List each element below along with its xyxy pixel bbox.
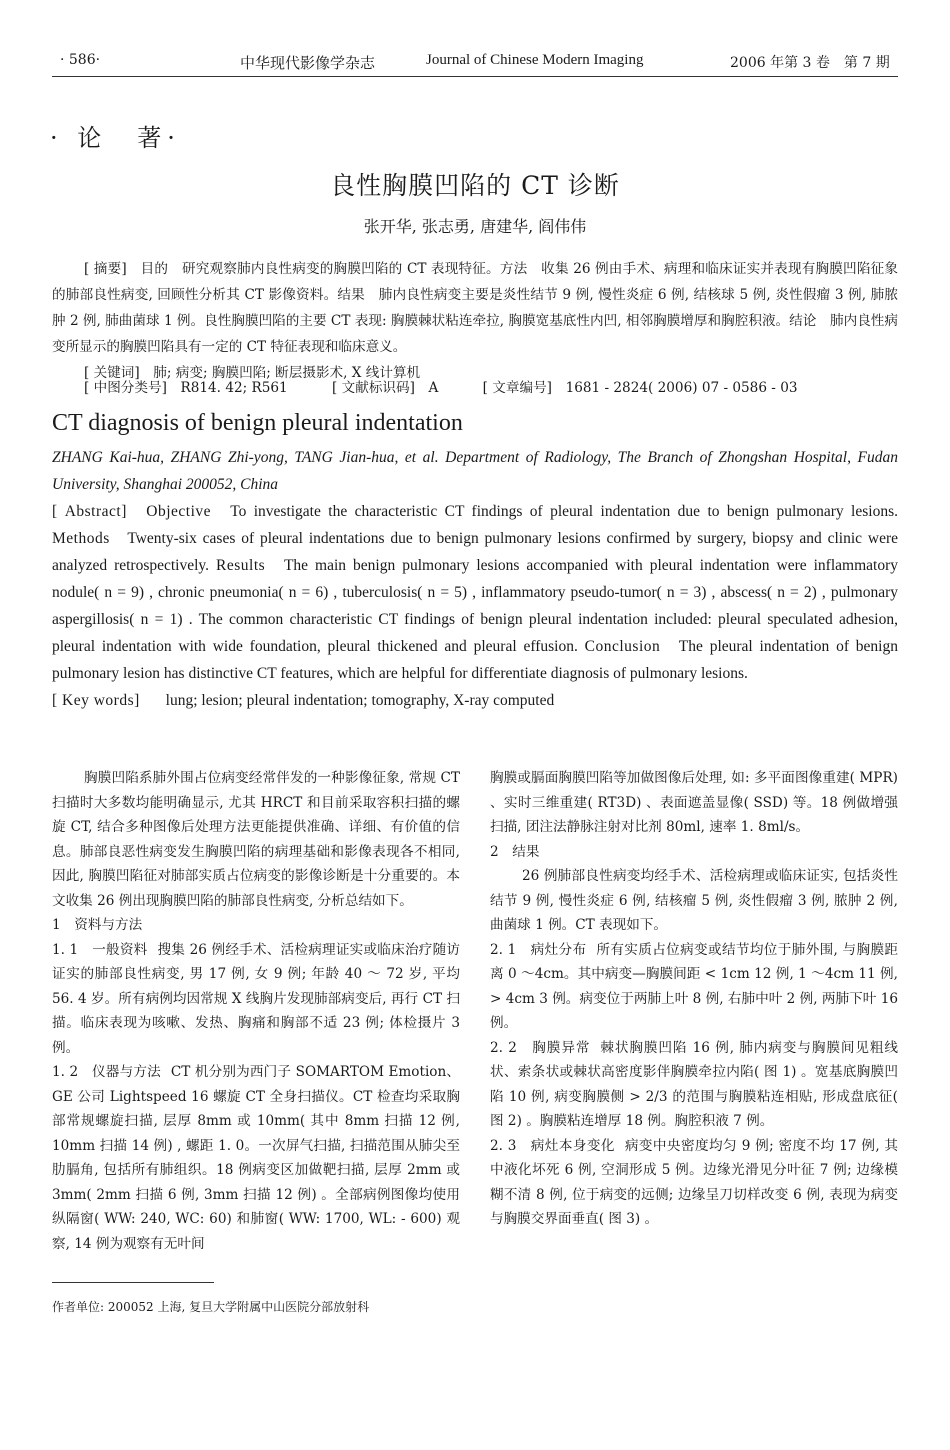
subsection-2-1-text: 所有实质占位病变或结节均位于肺外围, 与胸膜距离 0 ～4cm。其中病变—胸膜间距 < 1cm 12 例, 1 ～4cm 11 例, > 4cm 3 例。病变位于两肺上叶 8 例, 右肺中叶 2 例, 两肺下叶 16 例。 bbox=[490, 941, 898, 1031]
subsection-1-2-heading: 1. 2 仪器与方法 bbox=[52, 1064, 161, 1080]
section-tag: · 论 著· bbox=[50, 124, 181, 152]
authors-cn: 张开华, 张志勇, 唐建华, 阎伟伟 bbox=[363, 217, 587, 236]
journal-name-cn: 中华现代影像学杂志 bbox=[240, 54, 376, 72]
article-title-cn: 良性胸膜凹陷的 CT 诊断 bbox=[330, 171, 620, 200]
section-heading-1: 1 资料与方法 bbox=[52, 917, 143, 933]
footnote-rule bbox=[52, 1282, 214, 1283]
author-affiliation-footnote: 作者单位: 200052 上海, 复旦大学附属中山医院分部放射科 bbox=[52, 1300, 370, 1314]
methods-label: Methods bbox=[52, 530, 110, 547]
methods-text: Twenty-six cases of pleural indentations due to benign pulmonary lesions confirmed by surgery, biopsy and clinic were analyzed retrospectively. bbox=[52, 530, 898, 574]
journal-issue: 2006 年第 3 卷 第 7 期 bbox=[730, 55, 890, 71]
objective-label: Objective bbox=[146, 503, 212, 520]
subsection-1-1 bbox=[52, 938, 460, 1061]
abstract-cn bbox=[52, 256, 898, 386]
conclusion-label: Conclusion bbox=[584, 638, 661, 655]
subsection-2-3-text: 病变中央密度均匀 9 例; 密度不均 17 例, 其中液化坏死 6 例, 空洞形成 5 例。边缘光滑见分叶征 7 例; 边缘模糊不清 8 例, 位于病变的远侧; 边缘呈刀切样改变 6 例, 表现为病变与胸膜交界面垂直( 图 3) 。 bbox=[490, 1137, 898, 1227]
keywords-cn: [ 关键词] 肺; 病变; 胸膜凹陷; 断层摄影术, X 线计算机 bbox=[84, 365, 421, 381]
results-label: Results bbox=[216, 557, 266, 574]
intro-paragraph: 胸膜凹陷系肺外围占位病变经常伴发的一种影像征象, 常规 CT 扫描时大多数均能明确显示, 尤其 HRCT 和目前采取容积扫描的螺旋 CT, 结合多种图像后处理方法更能提供准确、详细、有价值的信息。肺部良恶性病变发生胸膜凹陷的病理基础和影像表现各不相同, 因此, 胸膜凹陷征对肺部实质占位病变的影像诊断是十分重要的。本文收集 26 例出现胸膜凹陷的肺部良性病变, 分析总结如下。 bbox=[52, 770, 460, 909]
results-intro: 26 例肺部良性病变均经手术、活检病理或临床证实, 包括炎性结节 9 例, 慢性炎症 6 例, 结核瘤 5 例, 炎性假瘤 3 例, 脓肿 2 例, 曲菌球 1 例。CT 表现如下。 bbox=[490, 868, 898, 933]
subsection-2-3-heading: 2. 3 病灶本身变化 bbox=[490, 1137, 615, 1154]
continued-paragraph: 胸膜或膈面胸膜凹陷等加做图像后处理, 如: 多平面图像重建( MPR) 、实时三维重建( RT3D) 、表面遮盖显像( SSD) 等。18 例做增强扫描, 团注法静脉注射对比剂 80ml, 速率 1. 8ml/s。 bbox=[490, 770, 898, 835]
keywords-en: lung; lesion; pleural indentation; tomography, X-ray computed bbox=[165, 692, 555, 709]
subsection-1-1-heading: 1. 1 一般资料 bbox=[52, 941, 148, 958]
journal-name-en: Journal of Chinese Modern Imaging bbox=[426, 52, 644, 68]
keywords-en-label: [ Key words] bbox=[52, 692, 140, 709]
section-heading-2: 2 结果 bbox=[490, 843, 540, 860]
subsection-1-1-text: 搜集 26 例经手术、活检病理证实或临床治疗随访证实的肺部良性病变, 男 17 例, 女 9 例; 年龄 40 ～ 72 岁, 平均 56. 4 岁。所有病例均因常规 X 线胸片发现肺部病变后, 再行 CT 扫描。临床表现为咳嗽、发热、胸痛和胸部不适 23 例; 体检摄片 3 例。 bbox=[52, 941, 460, 1056]
header-rule bbox=[52, 76, 898, 77]
article-title-en: CT diagnosis of benign pleural indentation bbox=[52, 410, 463, 436]
article-number: [ 文章编号] 1681 - 2824( 2006) 07 - 0586 - 03 bbox=[482, 380, 798, 396]
subsection-2-1 bbox=[490, 938, 898, 1036]
abstract-en bbox=[52, 498, 898, 714]
objective-text: To investigate the characteristic CT findings of pleural indentation due to benign pulmonary lesions. bbox=[230, 503, 898, 520]
abstract-en-label: [ Abstract] bbox=[52, 503, 127, 520]
subsection-1-2 bbox=[52, 1060, 460, 1256]
abstract-cn-text: [ 摘要] 目的 研究观察肺内良性病变的胸膜凹陷的 CT 表现特征。方法 收集 26 例由手术、病理和临床证实并表现有胸膜凹陷征象的肺部良性病变, 回顾性分析其 CT 影像资料。结果 肺内良性病变主要是炎性结节 9 例, 慢性炎症 6 例, 结核球 5 例, 炎性假瘤 3 例, 肺脓肿 2 例, 肺曲菌球 1 例。良性胸膜凹陷的主要 CT 表现: 胸膜棘状粘连牵拉, 胸膜宽基底性内凹, 相邻胸膜增厚和胸腔积液。结论 肺内良性病变所显示的胸膜凹陷具有一定的 CT 特征表现和临床意义。 bbox=[52, 261, 898, 355]
subsection-1-2-text: CT 机分别为西门子 SOMARTOM Emotion、GE 公司 Lightspeed 16 螺旋 CT 全身扫描仪。CT 检查均采取胸部常规螺旋扫描, 层厚 8mm 或 10mm( 其中 8mm 扫描 12 例, 10mm 扫描 14 例) , 螺距 1. 0。一次屏气扫描, 扫描范围从肺尖至肋膈角, 包括所有肺组织。18 例病变区加做靶扫描, 层厚 2mm 或 3mm( 2mm 扫描 6 例, 3mm 扫描 12 例) 。全部病例图像均使用纵隔窗( WW: 240, WC: 60) 和肺窗( WW: 1700, WL: - 600) 观察, 14 例为观察有无叶间 bbox=[52, 1064, 460, 1252]
page-number: · 586· bbox=[60, 52, 101, 68]
classification-line bbox=[84, 376, 838, 396]
results-text: The main benign pulmonary lesions accompanied with pleural indentation were inflammatory nodule( n = 9) , chronic pneumonia( n = 6) , tuberculosis( n = 5) , inflammatory pseudo-tumor( n = 3) , abscess( n = 2) , pulmonary aspergillosis( n = 1) . The common characteristic CT findings of benign pleural indentation included: pleural speculated adhesion, pleural indentation with wide foundation, pleural thickened and pleural effusion. bbox=[52, 557, 898, 655]
subsection-2-2-heading: 2. 2 胸膜异常 bbox=[490, 1039, 591, 1056]
subsection-2-3 bbox=[490, 1134, 898, 1232]
clc-number: [ 中图分类号] R814. 42; R561 bbox=[84, 380, 288, 396]
body-column-left bbox=[52, 766, 460, 1256]
authors-en: ZHANG Kai-hua, ZHANG Zhi-yong, TANG Jian-hua, et al. Department of Radiology, The Branch of Zhongshan Hospital, Fudan University, Shanghai 200052, China bbox=[52, 449, 898, 493]
subsection-2-2-text: 棘状胸膜凹陷 16 例, 肺内病变与胸膜间见粗线状、索条状或棘状高密度影伴胸膜牵拉内陷( 图 1) 。宽基底胸膜凹陷 10 例, 病变胸膜侧 > 2/3 的范围与胸膜粘连相贴, 形成盘底征( 图 2) 。胸膜粘连增厚 18 例。胸腔积液 7 例。 bbox=[490, 1039, 898, 1129]
subsection-2-2 bbox=[490, 1036, 898, 1134]
conclusion-text: The pleural indentation of benign pulmonary lesion has distinctive CT features, which are helpful for differentiate diagnosis of pulmonary lesions. bbox=[52, 638, 898, 682]
body-column-right bbox=[490, 766, 898, 1232]
document-code: [ 文献标识码] A bbox=[332, 380, 439, 396]
subsection-2-1-heading: 2. 1 病灶分布 bbox=[490, 941, 587, 958]
